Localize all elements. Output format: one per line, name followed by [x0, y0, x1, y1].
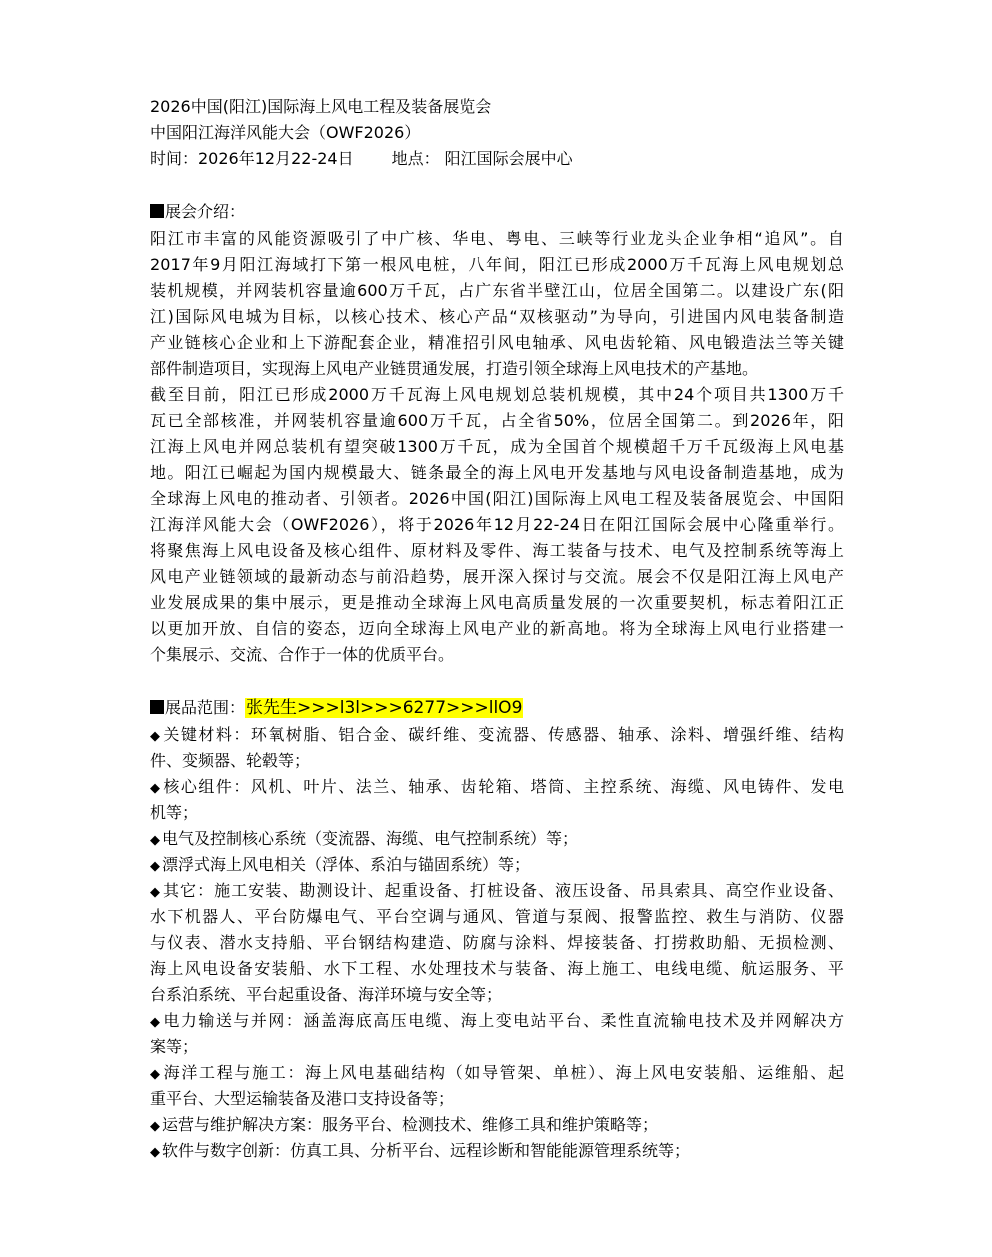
scope-item	[150, 774, 844, 800]
square-bullet-icon	[150, 700, 164, 714]
scope-item-text: 其它：施工安装、勘测设计、起重设备、打桩设备、液压设备、吊具索具、高空作业设备、	[162, 881, 844, 900]
document-page	[150, 94, 844, 1164]
intro-line: 江海上风电并网总装机有望突破1300万千瓦，成为全国首个规模超千万千瓦级海上风电基	[150, 437, 844, 456]
diamond-bullet-icon: ◆	[150, 781, 161, 796]
scope-item-text: 水下机器人、平台防爆电气、平台空调与通风、管道与泵阀、报警监控、救生与消防、仪器	[150, 907, 844, 926]
scope-item	[150, 826, 844, 852]
scope-item	[150, 1034, 844, 1060]
scope-item-text: 软件与数字创新：仿真工具、分析平台、远程诊断和智能能源管理系统等；	[162, 1141, 691, 1160]
intro-line: 地。阳江已崛起为国内规模最大、链条最全的海上风电开发基地与风电设备制造基地，成为	[150, 463, 844, 482]
intro-line: 风电产业链领域的最新动态与前沿趋势，展开深入探讨与交流。展会不仅是阳江海上风电产	[150, 567, 844, 586]
scope-item	[150, 1060, 844, 1086]
scope-item	[150, 800, 844, 826]
intro-line: 部件制造项目，实现海上风电产业链贯通发展，打造引领全球海上风电技术的产基地。	[150, 359, 759, 378]
scope-item-text: 核心组件：风机、叶片、法兰、轴承、齿轮箱、塔筒、主控系统、海缆、风电铸件、发电	[162, 777, 844, 796]
intro-line: 将聚焦海上风电设备及核心组件、原材料及零件、海工装备与技术、电气及控制系统等海上	[150, 541, 844, 560]
scope-item-text: 案等；	[150, 1037, 199, 1056]
scope-heading: 展品范围：张先生>>>l3l>>>6277>>>llO9	[150, 694, 844, 722]
time-label: 时间：2026年12月22-24日	[150, 149, 354, 168]
diamond-bullet-icon: ◆	[150, 1119, 160, 1134]
scope-item	[150, 956, 844, 982]
scope-item-text: 机等；	[150, 803, 199, 822]
scope-item-text: 运营与维护解决方案：服务平台、检测技术、维修工具和维护策略等；	[162, 1115, 659, 1134]
scope-item-text: 关键材料：环氧树脂、铝合金、碳纤维、变流器、传感器、轴承、涂料、增强纤维、结构	[162, 725, 844, 744]
intro-line: 装机规模，并网装机容量逾600万千瓦，占广东省半壁江山，位居全国第二。以建设广东(阳	[150, 281, 844, 300]
diamond-bullet-icon: ◆	[150, 729, 161, 744]
intro-line: 业发展成果的集中展示，更是推动全球海上风电高质量发展的一次重要契机，标志着阳江正	[150, 593, 844, 612]
diamond-bullet-icon: ◆	[150, 859, 160, 874]
scope-item	[150, 904, 844, 930]
scope-item	[150, 852, 844, 878]
intro-paragraph	[150, 226, 844, 668]
diamond-bullet-icon: ◆	[150, 1015, 161, 1030]
scope-item	[150, 1112, 844, 1138]
intro-line: 瓦已全部核准，并网装机容量逾600万千瓦，占全省50%，位居全国第二。到2026年，阳	[150, 411, 844, 430]
scope-item-text: 电气及控制核心系统（变流器、海缆、电气控制系统）等；	[162, 829, 579, 848]
intro-line: 阳江市丰富的风能资源吸引了中广核、华电、粤电、三峡等行业龙头企业争相“追风”。自	[150, 229, 844, 248]
scope-item	[150, 1086, 844, 1112]
scope-item	[150, 748, 844, 774]
scope-item-text: 海洋工程与施工：海上风电基础结构（如导管架、单桩）、海上风电安装船、运维船、起	[162, 1063, 844, 1082]
diamond-bullet-icon: ◆	[150, 885, 161, 900]
exhibition-title: 2026中国(阳江)国际海上风电工程及装备展览会	[150, 97, 492, 116]
intro-line: 江)国际风电城为目标，以核心技术、核心产品“双核驱动”为导向，引进国内风电装备制造	[150, 307, 844, 326]
intro-line: 以更加开放、自信的姿态，迈向全球海上风电产业的新高地。将为全球海上风电行业搭建一	[150, 619, 844, 638]
scope-item-text: 海上风电设备安装船、水下工程、水处理技术与装备、海上施工、电线电缆、航运服务、平	[150, 959, 844, 978]
contact-highlight: 张先生>>>l3l>>>6277>>>llO9	[246, 698, 523, 718]
scope-item	[150, 1008, 844, 1034]
diamond-bullet-icon: ◆	[150, 1145, 160, 1160]
scope-item	[150, 930, 844, 956]
scope-item	[150, 878, 844, 904]
scope-list	[150, 722, 844, 1164]
intro-line: 全球海上风电的推动者、引领者。2026中国(阳江)国际海上风电工程及装备展览会、中国阳	[150, 489, 844, 508]
intro-line: 个集展示、交流、合作于一体的优质平台。	[150, 645, 455, 664]
intro-heading: 展会介绍：	[150, 198, 844, 226]
conference-title: 中国阳江海洋风能大会（OWF2026）	[150, 123, 421, 142]
scope-item-text: 件、变频器、轮毂等；	[150, 751, 311, 770]
scope-item	[150, 982, 844, 1008]
intro-line: 2017年9月阳江海域打下第一根风电桩，八年间，阳江已形成2000万千瓦海上风电规划总	[150, 255, 844, 274]
diamond-bullet-icon: ◆	[150, 833, 160, 848]
scope-item-text: 漂浮式海上风电相关（浮体、系泊与锚固系统）等；	[162, 855, 531, 874]
scope-item-text: 重平台、大型运输装备及港口支持设备等；	[150, 1089, 455, 1108]
scope-item-text: 电力输送与并网：涵盖海底高压电缆、海上变电站平台、柔性直流输电技术及并网解决方	[162, 1011, 844, 1030]
diamond-bullet-icon: ◆	[150, 1067, 161, 1082]
scope-item	[150, 722, 844, 748]
scope-item-text: 台系泊系统、平台起重设备、海洋环境与安全等；	[150, 985, 503, 1004]
intro-line: 江海洋风能大会（OWF2026），将于2026年12月22-24日在阳江国际会展中心隆重举行。	[150, 515, 844, 534]
square-bullet-icon	[150, 204, 164, 218]
intro-line: 产业链核心企业和上下游配套企业，精准招引风电轴承、风电齿轮箱、风电锻造法兰等关键	[150, 333, 844, 352]
scope-item-text: 与仪表、潜水支持船、平台钢结构建造、防腐与涂料、焊接装备、打捞救助船、无损检测、	[150, 933, 844, 952]
scope-item	[150, 1138, 844, 1164]
venue-label: 地点： 阳江国际会展中心	[391, 149, 573, 168]
intro-line: 截至目前，阳江已形成2000万千瓦海上风电规划总装机规模，其中24个项目共1300万千	[150, 385, 844, 404]
time-venue-line	[150, 146, 844, 172]
